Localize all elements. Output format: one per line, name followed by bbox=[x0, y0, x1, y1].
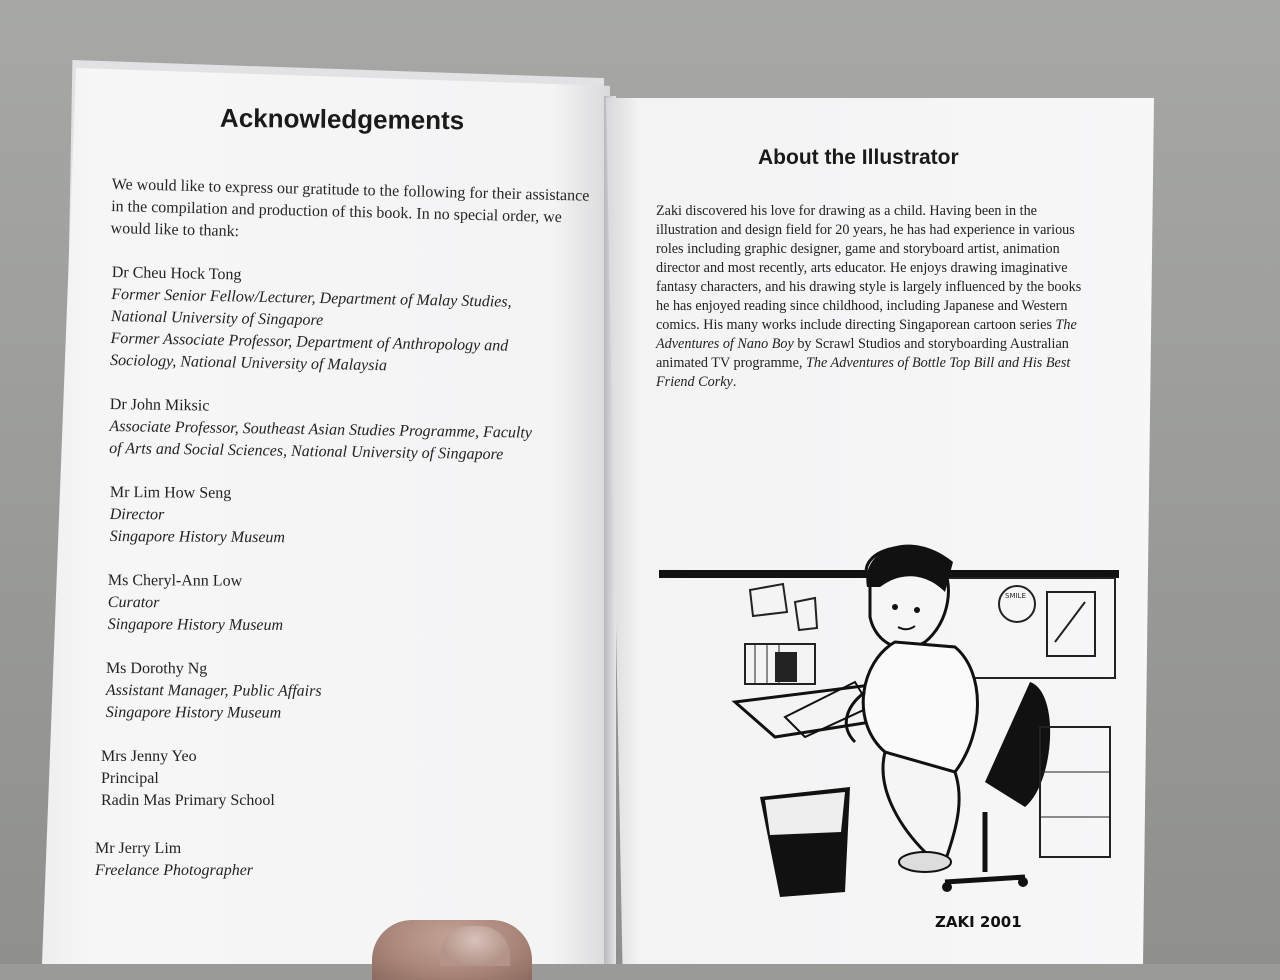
acknowledgements-intro bbox=[110, 174, 589, 252]
bio-line: roles including graphic designer, game and storyboard artist, animation bbox=[656, 241, 1060, 257]
bio-line: he has enjoyed reading since childhood, including Japanese and Western bbox=[656, 298, 1068, 314]
intro-line: in the compilation and production of this book. In no special order, we bbox=[110, 197, 563, 227]
bio-line bbox=[656, 335, 1081, 354]
illustrator-bio bbox=[656, 202, 1081, 392]
smile-poster-text: SMILE bbox=[1005, 592, 1026, 600]
person-role: Freelance Photographer bbox=[95, 862, 254, 879]
bio-title: The Adventures of Bottle Top Bill and His Best bbox=[805, 355, 1071, 371]
person-role: Principal bbox=[101, 770, 159, 787]
person-name: Mr Lim How Seng bbox=[109, 483, 232, 502]
bio-text: by Scrawl Studios and storyboarding Australian bbox=[797, 336, 1069, 352]
person-role: Radin Mas Primary School bbox=[101, 792, 275, 809]
person-role: Former Senior Fellow/Lecturer, Department of Malay Studies, bbox=[111, 285, 512, 311]
person-entry bbox=[110, 262, 512, 380]
person-entry bbox=[110, 482, 286, 549]
bio-line bbox=[656, 354, 1081, 373]
person-name: Dr John Miksic bbox=[109, 395, 210, 415]
person-name: Ms Dorothy Ng bbox=[105, 660, 208, 678]
bio-line: Zaki discovered his love for drawing as a child. Having been in the bbox=[656, 203, 1037, 219]
person-role: Director bbox=[109, 505, 165, 524]
acknowledgements-title: Acknowledgements bbox=[219, 102, 465, 136]
person-role: Singapore History Museum bbox=[105, 703, 282, 722]
bio-line bbox=[656, 316, 1081, 335]
person-name: Dr Cheu Hock Tong bbox=[111, 263, 242, 284]
person-name: Mr Jerry Lim bbox=[95, 840, 182, 857]
person-role: Curator bbox=[107, 593, 160, 612]
bio-line: fantasy characters, and his drawing style is largely influenced by the books bbox=[656, 279, 1082, 295]
bio-title: The bbox=[1055, 317, 1077, 333]
person-name: Ms Cheryl-Ann Low bbox=[107, 572, 243, 590]
person-role: of Arts and Social Sciences, National University of Singapore bbox=[109, 439, 504, 464]
person-role: Sociology, National University of Malaysia bbox=[109, 351, 388, 375]
person-role: Associate Professor, Southeast Asian Studies Programme, Faculty bbox=[109, 417, 533, 442]
person-entry bbox=[106, 658, 322, 725]
bio-text: animated TV programme, bbox=[656, 355, 803, 371]
person-role: Singapore History Museum bbox=[109, 527, 286, 547]
intro-line: We would like to express our gratitude to the following for their assistance bbox=[111, 175, 590, 205]
person-role: Assistant Manager, Public Affairs bbox=[105, 681, 322, 700]
bio-text: comics. His many works include directing Singaporean cartoon series bbox=[656, 317, 1052, 333]
person-entry bbox=[101, 746, 275, 812]
illustrator-signature: ZAKI 2001 bbox=[935, 913, 1022, 931]
person-entry bbox=[109, 394, 532, 467]
person-name: Mrs Jenny Yeo bbox=[101, 748, 197, 765]
bio-title: Friend Corky bbox=[656, 374, 733, 390]
person-entry bbox=[95, 838, 253, 882]
illustrator-cartoon bbox=[655, 532, 1130, 944]
bio-line: illustration and design field for 20 years, he has had experience in various bbox=[656, 222, 1075, 238]
bio-text: . bbox=[732, 374, 737, 390]
person-entry bbox=[108, 570, 284, 637]
person-role: Former Associate Professor, Department of Anthropology and bbox=[110, 329, 509, 355]
person-role: National University of Singapore bbox=[110, 307, 324, 330]
person-role: Singapore History Museum bbox=[107, 615, 284, 634]
illustrator-title: About the Illustrator bbox=[758, 146, 959, 169]
bio-title: Adventures of Nano Boy bbox=[656, 336, 794, 352]
intro-line: would like to thank: bbox=[110, 219, 240, 241]
bio-line: director and most recently, arts educator. He enjoys drawing imaginative bbox=[656, 260, 1068, 276]
bio-line bbox=[656, 373, 1081, 392]
